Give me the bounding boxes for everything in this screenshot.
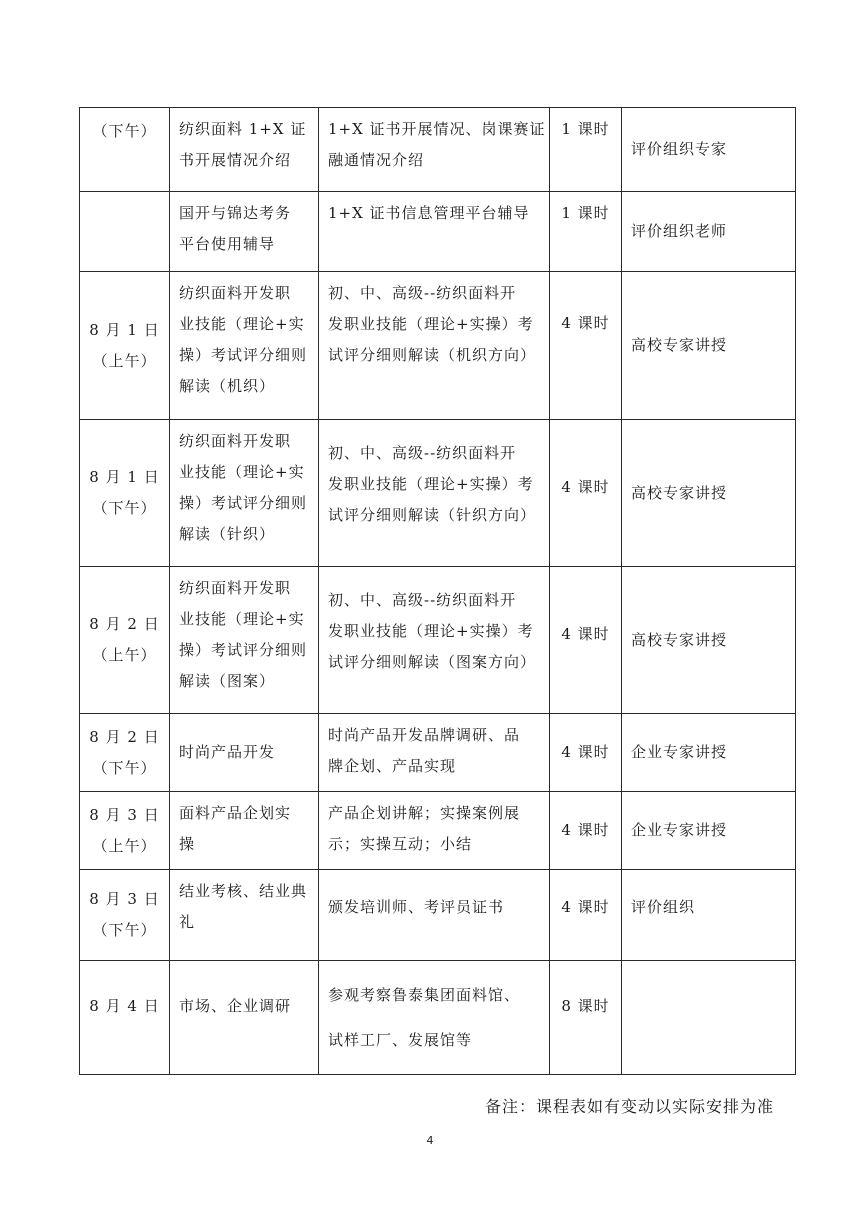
content-line: 参观考察鲁泰集团面料馆、 (328, 986, 521, 1004)
date-cell (80, 870, 170, 961)
teacher-cell: 高校专家讲授 (622, 567, 796, 714)
content-cell (319, 272, 550, 420)
date-cell (80, 792, 170, 870)
date-line: 8 月 4 日 (89, 997, 160, 1015)
topic-line: 业技能（理论+实 (179, 610, 305, 628)
topic-line: 解读（针织） (179, 525, 276, 543)
topic-line: 业技能（理论+实 (179, 315, 305, 333)
schedule-table (79, 107, 796, 1075)
topic-line: 时尚产品开发 (179, 743, 276, 761)
table-row (80, 192, 796, 272)
topic-line: 国开与锦达考务 (179, 204, 292, 222)
topic-cell (170, 420, 319, 567)
table-row (80, 961, 796, 1075)
date-line: （下午） (92, 122, 157, 140)
hours-cell: 8 课时 (550, 961, 622, 1075)
hours-cell: 1 课时 (550, 192, 622, 272)
content-cell (319, 192, 550, 272)
hours-cell: 4 课时 (550, 714, 622, 792)
table-row (80, 714, 796, 792)
topic-line: 市场、企业调研 (179, 997, 292, 1015)
content-line: 示；实操互动；小结 (328, 835, 473, 853)
date-cell (80, 108, 170, 192)
topic-line: 结业考核、结业典 (179, 882, 308, 900)
content-cell (319, 108, 550, 192)
content-cell (319, 870, 550, 961)
page-number: 4 (426, 1134, 434, 1147)
content-cell (319, 567, 550, 714)
hours-cell: 4 课时 (550, 420, 622, 567)
hours-cell: 1 课时 (550, 108, 622, 192)
date-cell (80, 420, 170, 567)
date-line: 8 月 2 日 (89, 727, 160, 746)
teacher-cell: 评价组织专家 (622, 108, 796, 192)
date-line: （上午） (92, 836, 157, 855)
content-line: 发职业技能（理论+实操）考 (328, 475, 534, 493)
content-line: 1+X 证书信息管理平台辅导 (328, 204, 530, 222)
content-line: 初、中、高级--纺织面料开 (328, 591, 517, 609)
table-row (80, 870, 796, 961)
date-cell (80, 714, 170, 792)
topic-line: 纺织面料开发职 (179, 579, 292, 597)
date-line: 8 月 1 日 (89, 320, 160, 339)
hours-cell: 4 课时 (550, 792, 622, 870)
content-line: 试评分细则解读（针织方向） (328, 506, 537, 524)
date-line: （下午） (92, 758, 157, 777)
content-line: 时尚产品开发品牌调研、品 (328, 726, 521, 744)
content-line: 产品企划讲解；实操案例展 (328, 804, 521, 822)
content-line: 初、中、高级--纺织面料开 (328, 284, 517, 302)
topic-line: 解读（图案） (179, 672, 276, 690)
topic-cell (170, 714, 319, 792)
topic-line: 纺织面料 1+X 证 (179, 120, 307, 138)
content-line: 牌企划、产品实现 (328, 757, 457, 775)
topic-line: 业技能（理论+实 (179, 463, 305, 481)
content-line: 试评分细则解读（机织方向） (328, 346, 537, 364)
content-cell (319, 420, 550, 567)
date-line: 8 月 2 日 (89, 615, 160, 633)
table-row (80, 420, 796, 567)
content-line: 发职业技能（理论+实操）考 (328, 622, 534, 640)
topic-cell (170, 272, 319, 420)
content-line: 融通情况介绍 (328, 151, 425, 169)
topic-line: 纺织面料开发职 (179, 432, 292, 450)
topic-cell (170, 567, 319, 714)
topic-cell (170, 870, 319, 961)
teacher-cell: 高校专家讲授 (622, 272, 796, 420)
table-row (80, 108, 796, 192)
hours-cell: 4 课时 (550, 272, 622, 420)
date-line: 8 月 3 日 (89, 890, 160, 908)
topic-line: 操）考试评分细则 (179, 494, 308, 512)
content-cell (319, 714, 550, 792)
teacher-cell: 评价组织老师 (622, 192, 796, 272)
table-row (80, 792, 796, 870)
content-line: 发职业技能（理论+实操）考 (328, 315, 534, 333)
date-cell (80, 272, 170, 420)
topic-line: 书开展情况介绍 (179, 151, 292, 169)
date-line: （下午） (92, 499, 157, 517)
topic-cell (170, 792, 319, 870)
date-line: （下午） (92, 921, 157, 939)
hours-cell: 4 课时 (550, 870, 622, 961)
content-cell (319, 961, 550, 1075)
topic-line: 纺织面料开发职 (179, 284, 292, 302)
content-line: 试评分细则解读（图案方向） (328, 653, 537, 671)
topic-line: 解读（机织） (179, 377, 276, 395)
topic-cell (170, 961, 319, 1075)
hours-cell: 4 课时 (550, 567, 622, 714)
topic-cell (170, 192, 319, 272)
content-line: 初、中、高级--纺织面料开 (328, 444, 517, 462)
teacher-cell: 高校专家讲授 (622, 420, 796, 567)
topic-line: 操）考试评分细则 (179, 346, 308, 364)
date-cell (80, 192, 170, 272)
topic-line: 操 (179, 835, 196, 853)
date-line: 8 月 1 日 (89, 468, 160, 486)
date-line: （上午） (92, 646, 157, 664)
content-line: 颁发培训师、考评员证书 (328, 898, 505, 916)
topic-line: 面料产品企划实 (179, 804, 292, 822)
table-row (80, 272, 796, 420)
topic-cell (170, 108, 319, 192)
date-line: 8 月 3 日 (89, 805, 160, 824)
schedule-note: 备注：课程表如有变动以实际安排为准 (484, 1097, 774, 1116)
topic-line: 礼 (179, 913, 196, 931)
content-line: 1+X 证书开展情况、岗课赛证 (328, 120, 546, 138)
content-line: 试样工厂、发展馆等 (328, 1031, 473, 1049)
content-cell (319, 792, 550, 870)
teacher-cell (622, 961, 796, 1075)
table-row (80, 567, 796, 714)
date-cell (80, 961, 170, 1075)
topic-line: 操）考试评分细则 (179, 641, 308, 659)
date-cell (80, 567, 170, 714)
teacher-cell: 企业专家讲授 (622, 792, 796, 870)
topic-line: 平台使用辅导 (179, 235, 276, 253)
date-line: （上午） (92, 351, 157, 370)
teacher-cell: 企业专家讲授 (622, 714, 796, 792)
teacher-cell: 评价组织 (622, 870, 796, 961)
